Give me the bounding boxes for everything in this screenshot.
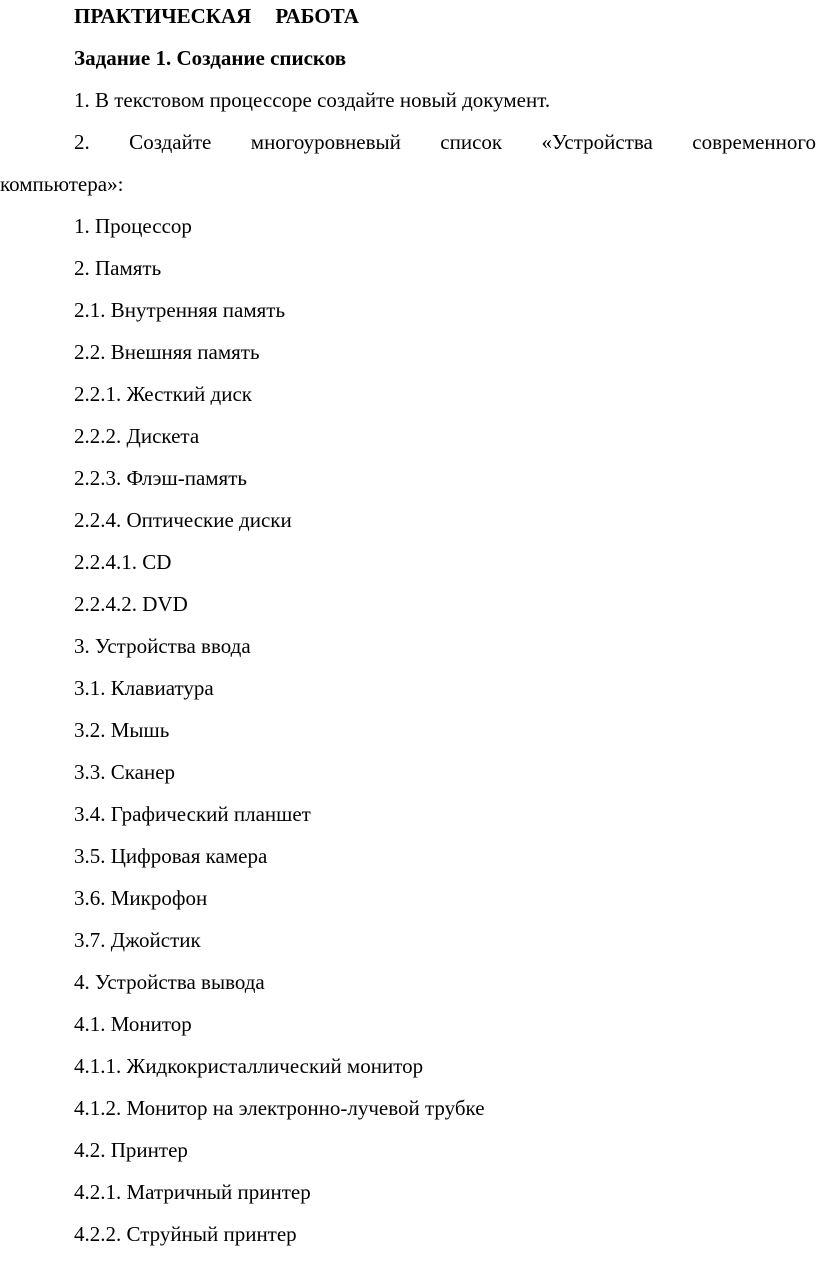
list-item: 4.1. Монитор [74, 1012, 192, 1036]
title-part-2: РАБОТА [275, 4, 359, 28]
list-item: 3.3. Сканер [74, 760, 176, 784]
step-2-line-2: компьютера»: [0, 172, 124, 196]
list-item: 4.2.2. Струйный принтер [74, 1222, 297, 1246]
list-item: 1. Процессор [74, 214, 192, 238]
document-title [74, 3, 359, 29]
list-item: 2.2.4. Оптические диски [74, 508, 292, 532]
list-item: 2.2. Внешняя память [74, 340, 260, 364]
list-item: 3.1. Клавиатура [74, 676, 214, 700]
step-2-line-1: 2. Создайте многоуровневый список «Устройства современного [74, 130, 816, 154]
list-item: 3.2. Мышь [74, 718, 170, 742]
step-1: 1. В текстовом процессоре создайте новый документ. [74, 88, 551, 112]
list-item: 4.2. Принтер [74, 1138, 188, 1162]
list-item: 2.1. Внутренняя память [74, 298, 286, 322]
list-item: 3.7. Джойстик [74, 928, 201, 952]
list-item: 4.2.1. Матричный принтер [74, 1180, 311, 1204]
list-item: 2. Память [74, 256, 162, 280]
list-item: 4.1.1. Жидкокристаллический монитор [74, 1054, 424, 1078]
list-item: 3.5. Цифровая камера [74, 844, 268, 868]
task-heading: Задание 1. Создание списков [74, 46, 347, 70]
list-item: 2.2.4.1. CD [74, 550, 172, 574]
list-item: 4. Устройства вывода [74, 970, 265, 994]
list-item: 2.2.4.2. DVD [74, 592, 188, 616]
list-item: 2.2.1. Жесткий диск [74, 382, 252, 406]
title-part-1: ПРАКТИЧЕСКАЯ [74, 4, 252, 28]
list-item: 3.6. Микрофон [74, 886, 208, 910]
list-item: 3. Устройства ввода [74, 634, 251, 658]
list-item: 3.4. Графический планшет [74, 802, 311, 826]
list-item: 2.2.2. Дискета [74, 424, 200, 448]
list-item: 4.1.2. Монитор на электронно-лучевой трубке [74, 1096, 485, 1120]
list-item: 2.2.3. Флэш-память [74, 466, 247, 490]
